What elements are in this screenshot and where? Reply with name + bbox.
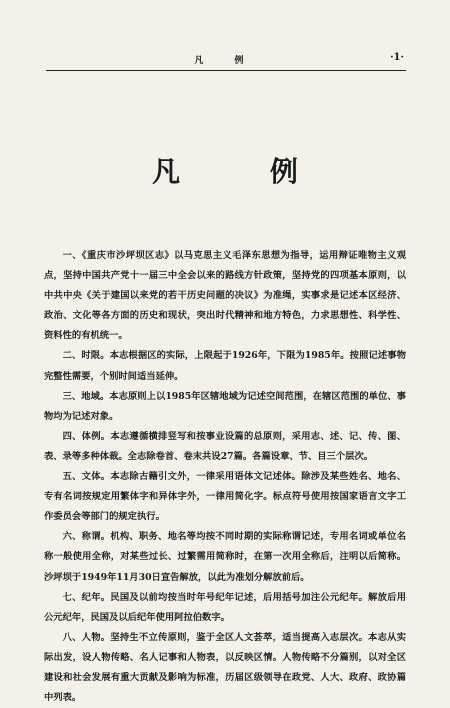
- paragraph-6: 六、称谓。机构、职务、地名等均按不同时期的实际称谓记述，专用名词或单位名称一般使用全称，对某些过长、过繁需用简称时，在第一次用全称后，注明以后简称。沙坪坝于1949年11月30日宣告解放，以此为准划分解放前后。: [44, 531, 406, 583]
- running-title: 凡 例: [194, 56, 258, 66]
- paragraph-1: 一、《重庆市沙坪坝区志》以马克思主义毛泽东思想为指导，运用辩证唯物主义观点，坚持中国共产党十一届三中全会以来的路线方针政策，坚持党的四项基本原则，以中共中央《关于建国以来党的若干历史问题的决议》为准绳，实事求是记述本区经济、政治、文化等各方面的历史和现状，突出时代精神和地方特色，力求思想性、科学性、资料性的有机统一。: [44, 250, 406, 342]
- page-header: [46, 52, 406, 71]
- section-title: 凡 例: [152, 155, 338, 188]
- paragraph-4: 四、体例。本志遵循横排竖写和按事业设篇的总原则，采用志、述、记、传、图、表、录等多种体裁。全志除卷首、卷末共设27篇。各篇设章、节、目三个层次。: [44, 430, 406, 462]
- paragraph-7: 七、纪年。民国及以前均按当时年号纪年记述，后用括号加注公元纪年。解放后用公元纪年，民国及以后纪年使用阿拉伯数字。: [44, 591, 406, 623]
- body-text: [44, 246, 406, 708]
- paragraph-2: 二、时限。本志根据区的实际，上限起于1926年，下限为1985年。按照记述事物完整性需要，个别时间适当延伸。: [44, 350, 406, 382]
- paragraph-5: 五、文体。本志除古籍引文外，一律采用语体文记述体。除涉及某些姓名、地名、专有名词按规定用繁体字和异体字外，一律用简化字。标点符号使用按国家语言文字工作委员会等部门的规定执行。: [44, 471, 406, 523]
- paragraph-3: 三、地域。本志原则上以1985年区辖地域为记述空间范围，在辖区范围的单位、事物均为记述对象。: [44, 390, 406, 422]
- page-number: ·1·: [390, 52, 404, 63]
- paragraph-8: 八、人物。坚持生不立传原则，鉴于全区人文荟萃，适当提高入志层次。本志从实际出发，设人物传略、名人记事和人物表，以反映区情。人物传略不分篇别，以对全区建设和社会发展有重大贡献及影响为标准，历届区级领导在政党、人大、政府、政协篇中列表。: [44, 631, 406, 704]
